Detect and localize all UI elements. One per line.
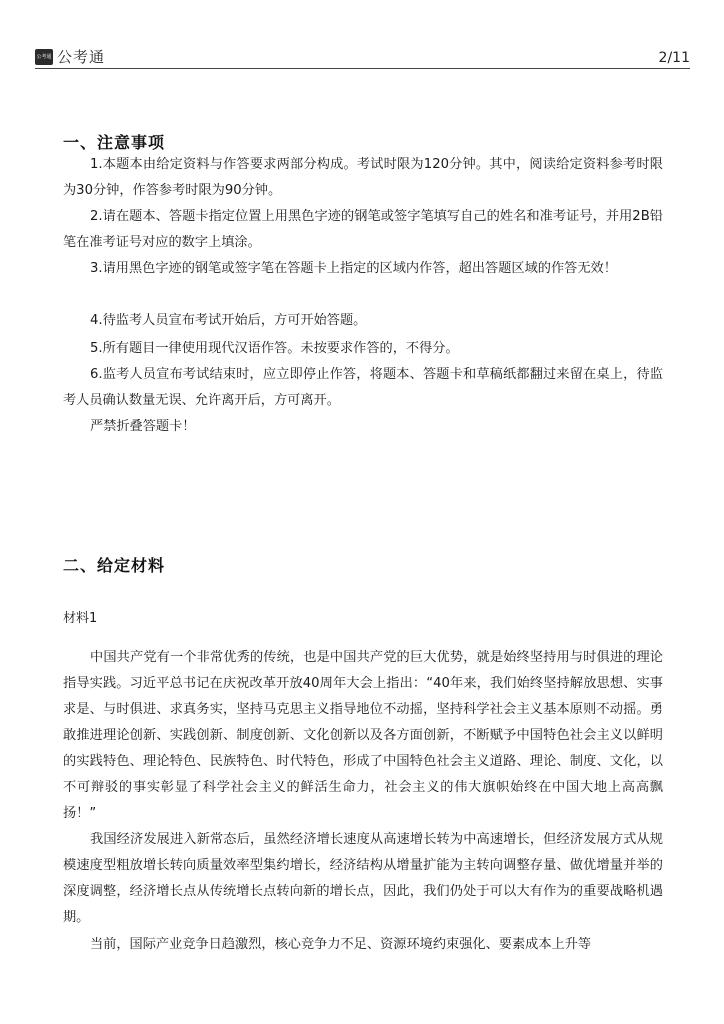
note-item-4: 4.待监考人员宣布考试开始后，方可开始答题。: [90, 313, 367, 328]
material-paragraph-3: 当前，国际产业竞争日趋激烈，核心竞争力不足、资源环境约束强化、要素成本上升等: [90, 937, 592, 952]
logo-text: 公考通: [57, 48, 106, 66]
material-label: 材料1: [63, 611, 98, 626]
note-item-3: 3.请用黑色字迹的钢笔或签字笔在答题卡上指定的区域内作答，超出答题区域的作答无效！: [90, 261, 617, 276]
note-item-warning: 严禁折叠答题卡！: [90, 419, 196, 434]
note-item-5: 5.所有题目一律使用现代汉语作答。未按要求作答的，不得分。: [90, 341, 459, 356]
material-paragraph-2: 我国经济发展进入新常态后，虽然经济增长速度从高速增长转为中高速增长，但经济发展方式从规模速度型粗放增长转向质量效率型集约增长，经济结构从增量扩能为主转向调整存量、做优增量并举的深度调整，经济增长点从传统增长点转向新的增长点，因此，我们仍处于可以大有作为的重要战略机遇期。: [63, 832, 663, 925]
note-item-2: 2.请在题本、答题卡指定位置上用黑色字迹的钢笔或签字笔填写自己的姓名和准考证号，并用2B铅笔在准考证号对应的数字上填涂。: [63, 209, 663, 250]
page-number: 2/11: [658, 50, 690, 66]
material-paragraph-1: 中国共产党有一个非常优秀的传统，也是中国共产党的巨大优势，就是始终坚持用与时俱进的理论指导实践。习近平总书记在庆祝改革开放40周年大会上指出：“40年来，我们始终坚持解放思想、实事求是、与时俱进、求真务实，坚持马克思主义指导地位不动摇，坚持科学社会主义基本原则不动摇。勇敢推进理论创新、实践创新、制度创新、文化创新以及各方面创新，不断赋予中国特色社会主义以鲜明的实践特色、理论特色、民族特色、时代特色，形成了中国特色社会主义道路、理论、制度、文化，以不可辩驳的事实彰显了科学社会主义的鲜活生命力，社会主义的伟大旗帜始终在中国大地上高高飘扬！”: [63, 650, 663, 821]
section-title-notes: 一、注意事项: [63, 133, 166, 152]
note-item-1: 1.本题本由给定资料与作答要求两部分构成。考试时限为120分钟。其中，阅读给定资料参考时限为30分钟，作答参考时限为90分钟。: [63, 157, 663, 198]
page-header: [35, 44, 690, 70]
logo: [35, 46, 105, 67]
note-item-6: 6.监考人员宣布考试结束时，应立即停止作答，将题本、答题卡和草稿纸都翻过来留在桌上，待监考人员确认数量无误、允许离开后，方可离开。: [63, 367, 663, 408]
logo-mark-icon: 公考通: [35, 49, 53, 65]
section-title-materials: 二、给定材料: [63, 556, 166, 575]
header-divider: [35, 68, 690, 69]
